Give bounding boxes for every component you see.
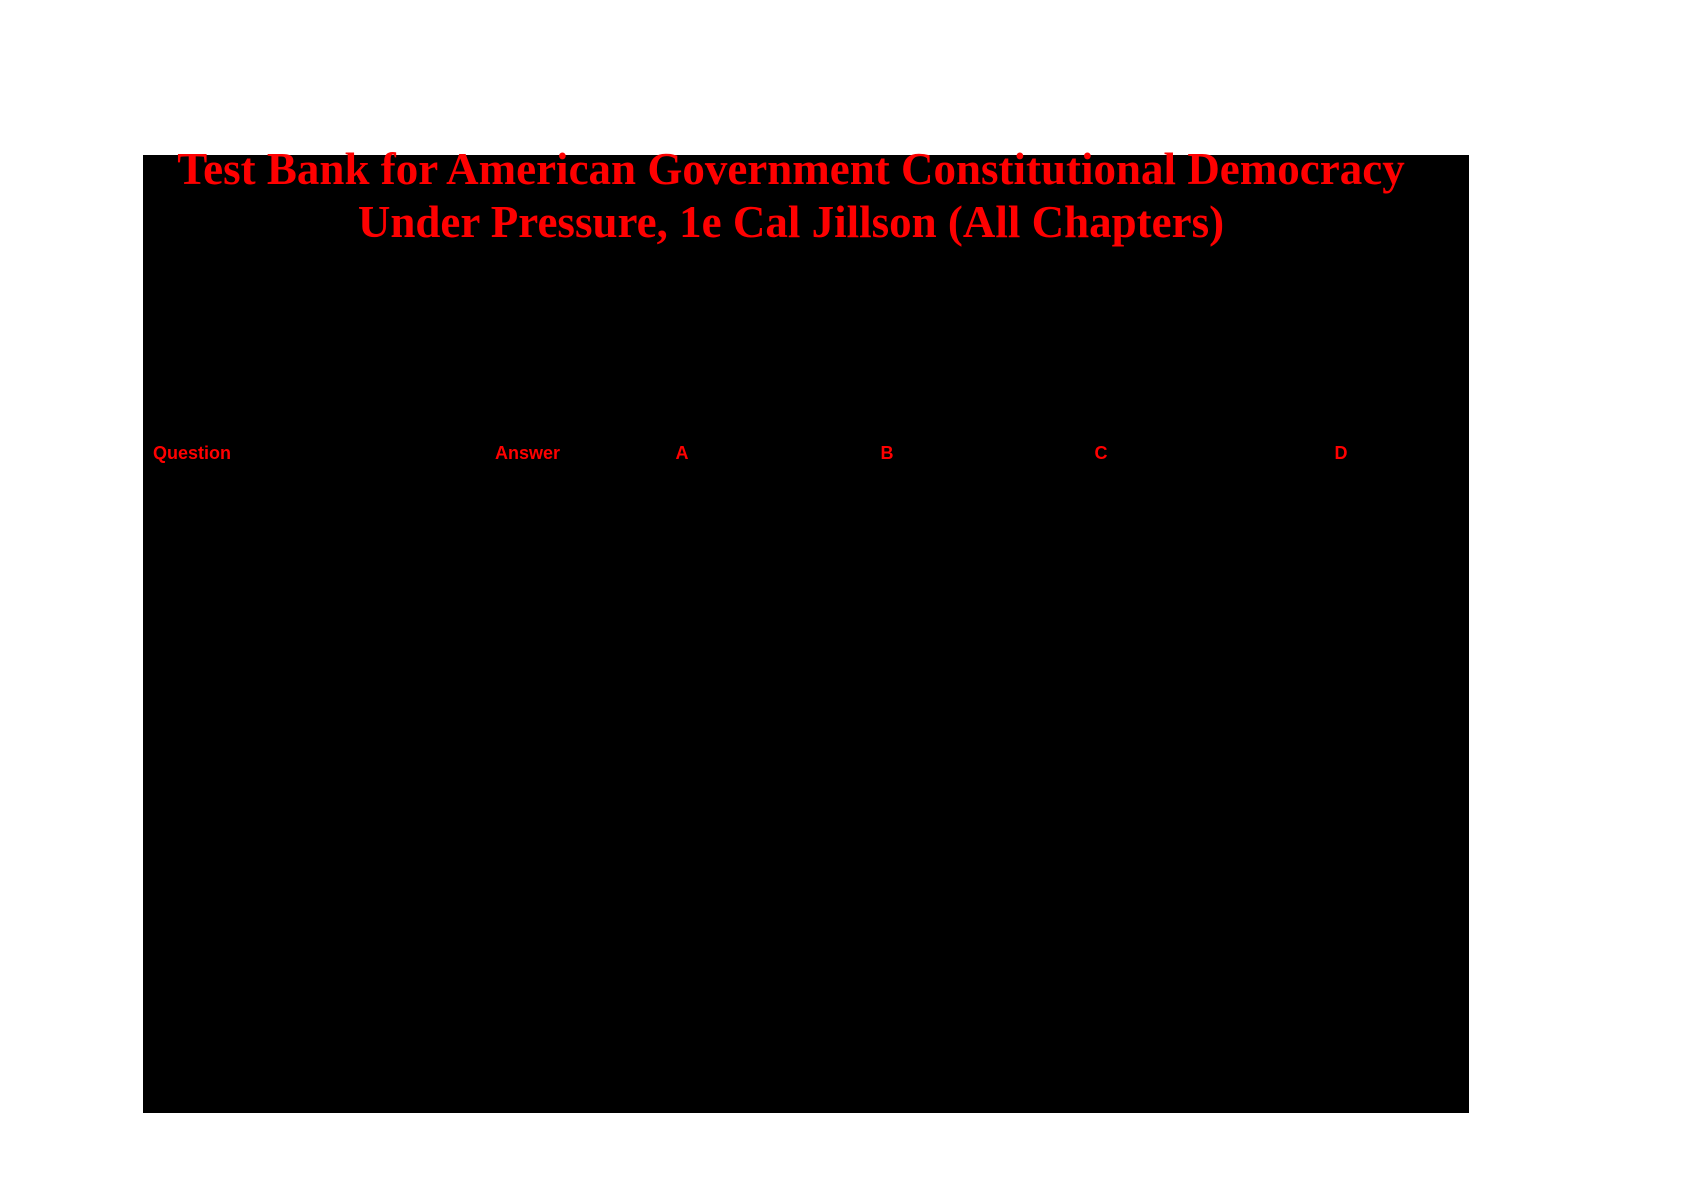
column-header-answer: Answer (495, 443, 561, 463)
column-header-a: A (675, 443, 689, 463)
content-panel (143, 144, 1469, 1113)
title-line-2: Under Pressure, 1e Cal Jillson (All Chapters) (357, 197, 1225, 247)
column-header-d: D (1334, 443, 1348, 463)
title-line-1: Test Bank for American Government Constitutional Democracy (177, 144, 1405, 194)
table-header-row (143, 155, 1469, 1113)
column-header-c: C (1094, 443, 1108, 463)
column-header-question: Question (153, 443, 232, 463)
column-header-b: B (880, 443, 894, 463)
